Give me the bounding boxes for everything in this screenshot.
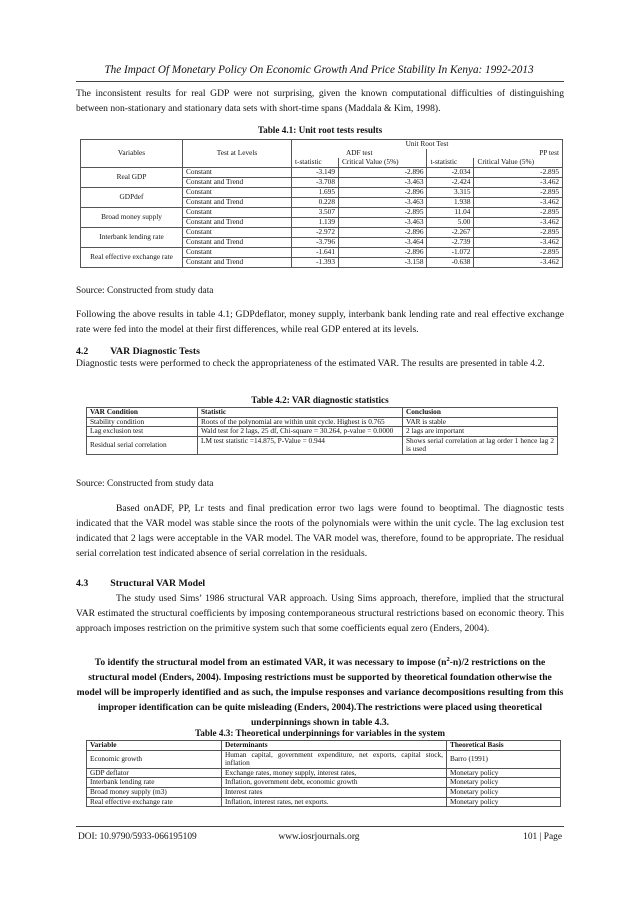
t1-pp-c: -3.462	[474, 238, 563, 248]
t2-cell: Lag exclusion test	[87, 427, 198, 437]
t1-pp-t: 1.938	[427, 198, 474, 208]
t2-header: VAR Condition	[87, 408, 198, 418]
t1-var: Interbank lending rate	[81, 228, 183, 248]
t1-adf-t: -3.149	[292, 168, 339, 178]
header-rule	[76, 81, 564, 82]
restrictions-bold-paragraph	[76, 652, 564, 730]
table3-caption: Table 4.3: Theoretical underpinnings for variables in the system	[194, 728, 446, 738]
t1-h-level: Test at Levels	[183, 140, 292, 168]
paragraph-diagnostics: Based onADF, PP, Lr tests and final predication error two lags were found to beoptimal. The diagnostic tests indicated that the VAR model was stable since the roots of the polynomials were within the unit cycle. The lag exclusion test indicated that 2 lags were acceptable in the VAR model. The VAR model was, therefore, found to be appropriate. The residual serial correlation test indicated absence of serial correlation in the residuals.	[76, 503, 564, 559]
intro-paragraph: The inconsistent results for real GDP were not surprising, given the known computational difficulties of distinguishing between non-stationary and stationary data sets with short-time spans (Maddala & Kim, 1998).	[76, 88, 564, 114]
t3-cell: Monetary policy	[447, 787, 561, 797]
t1-pp-t: 11.04	[427, 208, 474, 218]
t1-level: Constant	[183, 168, 292, 178]
t1-level: Constant	[183, 248, 292, 258]
t1-h-adf: ADF test	[292, 149, 427, 158]
t1-adf-t: -1.641	[292, 248, 339, 258]
section-4-3-text: The study used Sims’ 1986 structural VAR approach. Using Sims approach, therefore, implied that the structural VAR estimated the structural coefficients by imposing contemporaneous structural restrictions based on economic theory. This approach imposes restriction on the primitive system such that some coefficients equal zero (Enders, 2004).	[76, 593, 564, 634]
t1-adf-t: -3.708	[292, 178, 339, 188]
t1-level: Constant and Trend	[183, 238, 292, 248]
t1-pp-t: 3.315	[427, 188, 474, 198]
t1-level: Constant and Trend	[183, 198, 292, 208]
t2-cell: Wald test for 2 lags, 25 df, Chi-square = 30.264, p-value = 0.0000	[198, 427, 403, 437]
paragraph-first-differences: Following the above results in table 4.1; GDPdeflator, money supply, interbank bank lending rate and real effective exchange rate were fed into the model at their first differences, while real GDP entered at its levels.	[76, 309, 564, 335]
t1-adf-c: -3.158	[338, 258, 427, 268]
table2-source: Source: Constructed from study data	[76, 479, 214, 489]
theoretical-underpinnings-table	[86, 740, 561, 807]
t1-adf-c: -3.463	[338, 218, 427, 228]
t1-h-pp-t: t-statistic	[427, 158, 474, 168]
t1-adf-c: -2.895	[338, 208, 427, 218]
t1-pp-t: -2.267	[427, 228, 474, 238]
t1-level: Constant	[183, 228, 292, 238]
table1-caption: Table 4.1: Unit root tests results	[257, 125, 383, 135]
t3-cell: Interest rates	[222, 787, 447, 797]
t1-adf-t: -3.796	[292, 238, 339, 248]
t3-cell: Monetary policy	[447, 768, 561, 778]
t3-header: Determinants	[222, 741, 447, 751]
t3-cell: Monetary policy	[447, 797, 561, 807]
table2-caption: Table 4.2: VAR diagnostic statistics	[251, 395, 389, 405]
t1-level: Constant and Trend	[183, 258, 292, 268]
t1-pp-c: -2.895	[474, 228, 563, 238]
bold-para-post: -n)/2 restrictions on the structural model (Enders, 2004). Imposing restrictions must be supported by theoretical foundation otherwise the model will be improperly identified and as such, the impulse responses and variance decompositions resulting from this improper identification can be quite misleading (Enders, 2004).The restrictions were placed using theoretical underpinnings shown in table 4.3.	[76, 657, 564, 729]
t3-cell: Inflation, interest rates, net exports.	[222, 797, 447, 807]
t2-header: Statistic	[198, 408, 403, 418]
t2-header: Conclusion	[403, 408, 558, 418]
t1-pp-c: -3.462	[474, 178, 563, 188]
t3-cell: Broad money supply (m3)	[87, 787, 222, 797]
t2-cell: VAR is stable	[403, 417, 558, 427]
t3-cell: Exchange rates, money supply, interest rates,	[222, 768, 447, 778]
t2-cell: Stability condition	[87, 417, 198, 427]
t1-adf-c: -3.464	[338, 238, 427, 248]
t1-adf-t: 0.228	[292, 198, 339, 208]
section-number: 4.3	[76, 578, 89, 589]
t1-pp-t: -2.424	[427, 178, 474, 188]
bold-para-pre: To identify the structural model from an estimated VAR, it was necessary to impose (n	[94, 657, 447, 669]
t1-adf-c: -2.896	[338, 168, 427, 178]
t1-pp-c: -2.895	[474, 248, 563, 258]
footer-website: www.iosrjournals.org	[278, 832, 360, 842]
t3-header: Variable	[87, 741, 222, 751]
var-diagnostic-table	[86, 407, 558, 455]
t2-cell: Shows serial correlation at lag order 1 hence lag 2 is used	[403, 436, 558, 454]
footer-page-number: 101 | Page	[523, 832, 562, 842]
bold-para-sup: 2	[446, 656, 450, 663]
t1-adf-c: -3.463	[338, 198, 427, 208]
t3-cell: GDP deflator	[87, 768, 222, 778]
t3-cell: Economic growth	[87, 750, 222, 768]
t1-adf-t: 1.695	[292, 188, 339, 198]
t1-var: Real GDP	[81, 168, 183, 188]
t1-pp-t: -2.739	[427, 238, 474, 248]
t1-pp-c: -3.462	[474, 258, 563, 268]
t3-cell: Interbank lending rate	[87, 778, 222, 788]
t3-cell: Monetary policy	[447, 778, 561, 788]
t1-adf-c: -2.896	[338, 188, 427, 198]
t1-adf-t: -2.972	[292, 228, 339, 238]
t2-cell: Residual serial correlation	[87, 436, 198, 454]
t1-adf-c: -2.896	[338, 248, 427, 258]
t2-cell: 2 lags are important	[403, 427, 558, 437]
t1-h-pp-crit: Critical Value (5%)	[474, 158, 563, 168]
t1-adf-c: -2.896	[338, 228, 427, 238]
running-header: The Impact Of Monetary Policy On Economic Growth And Price Stability In Kenya: 1992-2013	[104, 64, 534, 76]
t1-level: Constant	[183, 208, 292, 218]
t1-pp-c: -2.895	[474, 208, 563, 218]
footer-doi: DOI: 10.9790/5933-066195109	[78, 832, 197, 842]
section-4-3-heading	[76, 578, 205, 589]
section-4-2-text: Diagnostic tests were performed to check the appropriateness of the estimated VAR. The results are presented in table 4.2.	[76, 358, 545, 369]
t1-h-pp: PP test	[427, 149, 563, 158]
t3-cell: Inflation, government debt, economic growth	[222, 778, 447, 788]
t1-pp-t: 5.00	[427, 218, 474, 228]
section-number: 4.2	[76, 346, 89, 357]
t3-cell: Barro (1991)	[447, 750, 561, 768]
t3-cell: Real effective exchange rate	[87, 797, 222, 807]
t3-header: Theoretical Basis	[447, 741, 561, 751]
footer-rule	[76, 826, 564, 827]
t1-adf-t: 1.139	[292, 218, 339, 228]
t3-cell: Human capital, government expenditure, net exports, capital stock, inflation	[222, 750, 447, 768]
t1-pp-c: -3.462	[474, 218, 563, 228]
t1-h-adf-t: t-statistic	[292, 158, 339, 168]
t1-pp-c: -2.895	[474, 168, 563, 178]
t1-pp-c: -2.895	[474, 188, 563, 198]
t1-level: Constant and Trend	[183, 178, 292, 188]
t1-h-adf-crit: Critical Value (5%)	[338, 158, 427, 168]
unit-root-table	[80, 139, 563, 268]
t1-pp-t: -0.638	[427, 258, 474, 268]
section-title: Structural VAR Model	[110, 578, 206, 589]
t1-var: Real effective exchange rate	[81, 248, 183, 268]
t1-h-variables: Variables	[81, 140, 183, 168]
t2-cell: Roots of the polynomial are within unit cycle. Highest is 0.765	[198, 417, 403, 427]
t1-level: Constant and Trend	[183, 218, 292, 228]
t1-pp-t: -1.072	[427, 248, 474, 258]
t1-pp-t: -2.034	[427, 168, 474, 178]
t1-adf-t: 3.507	[292, 208, 339, 218]
t1-adf-t: -1.393	[292, 258, 339, 268]
t1-var: GDPdef	[81, 188, 183, 208]
table1-source: Source: Constructed from study data	[76, 286, 214, 296]
t1-level: Constant	[183, 188, 292, 198]
section-title: VAR Diagnostic Tests	[110, 346, 200, 357]
t1-adf-c: -3.463	[338, 178, 427, 188]
t1-var: Broad money supply	[81, 208, 183, 228]
t1-h-unitroot: Unit Root Test	[292, 140, 563, 150]
t2-cell: LM test statistic =14.875, P-Value = 0.944	[198, 436, 403, 454]
t1-pp-c: -3.462	[474, 198, 563, 208]
